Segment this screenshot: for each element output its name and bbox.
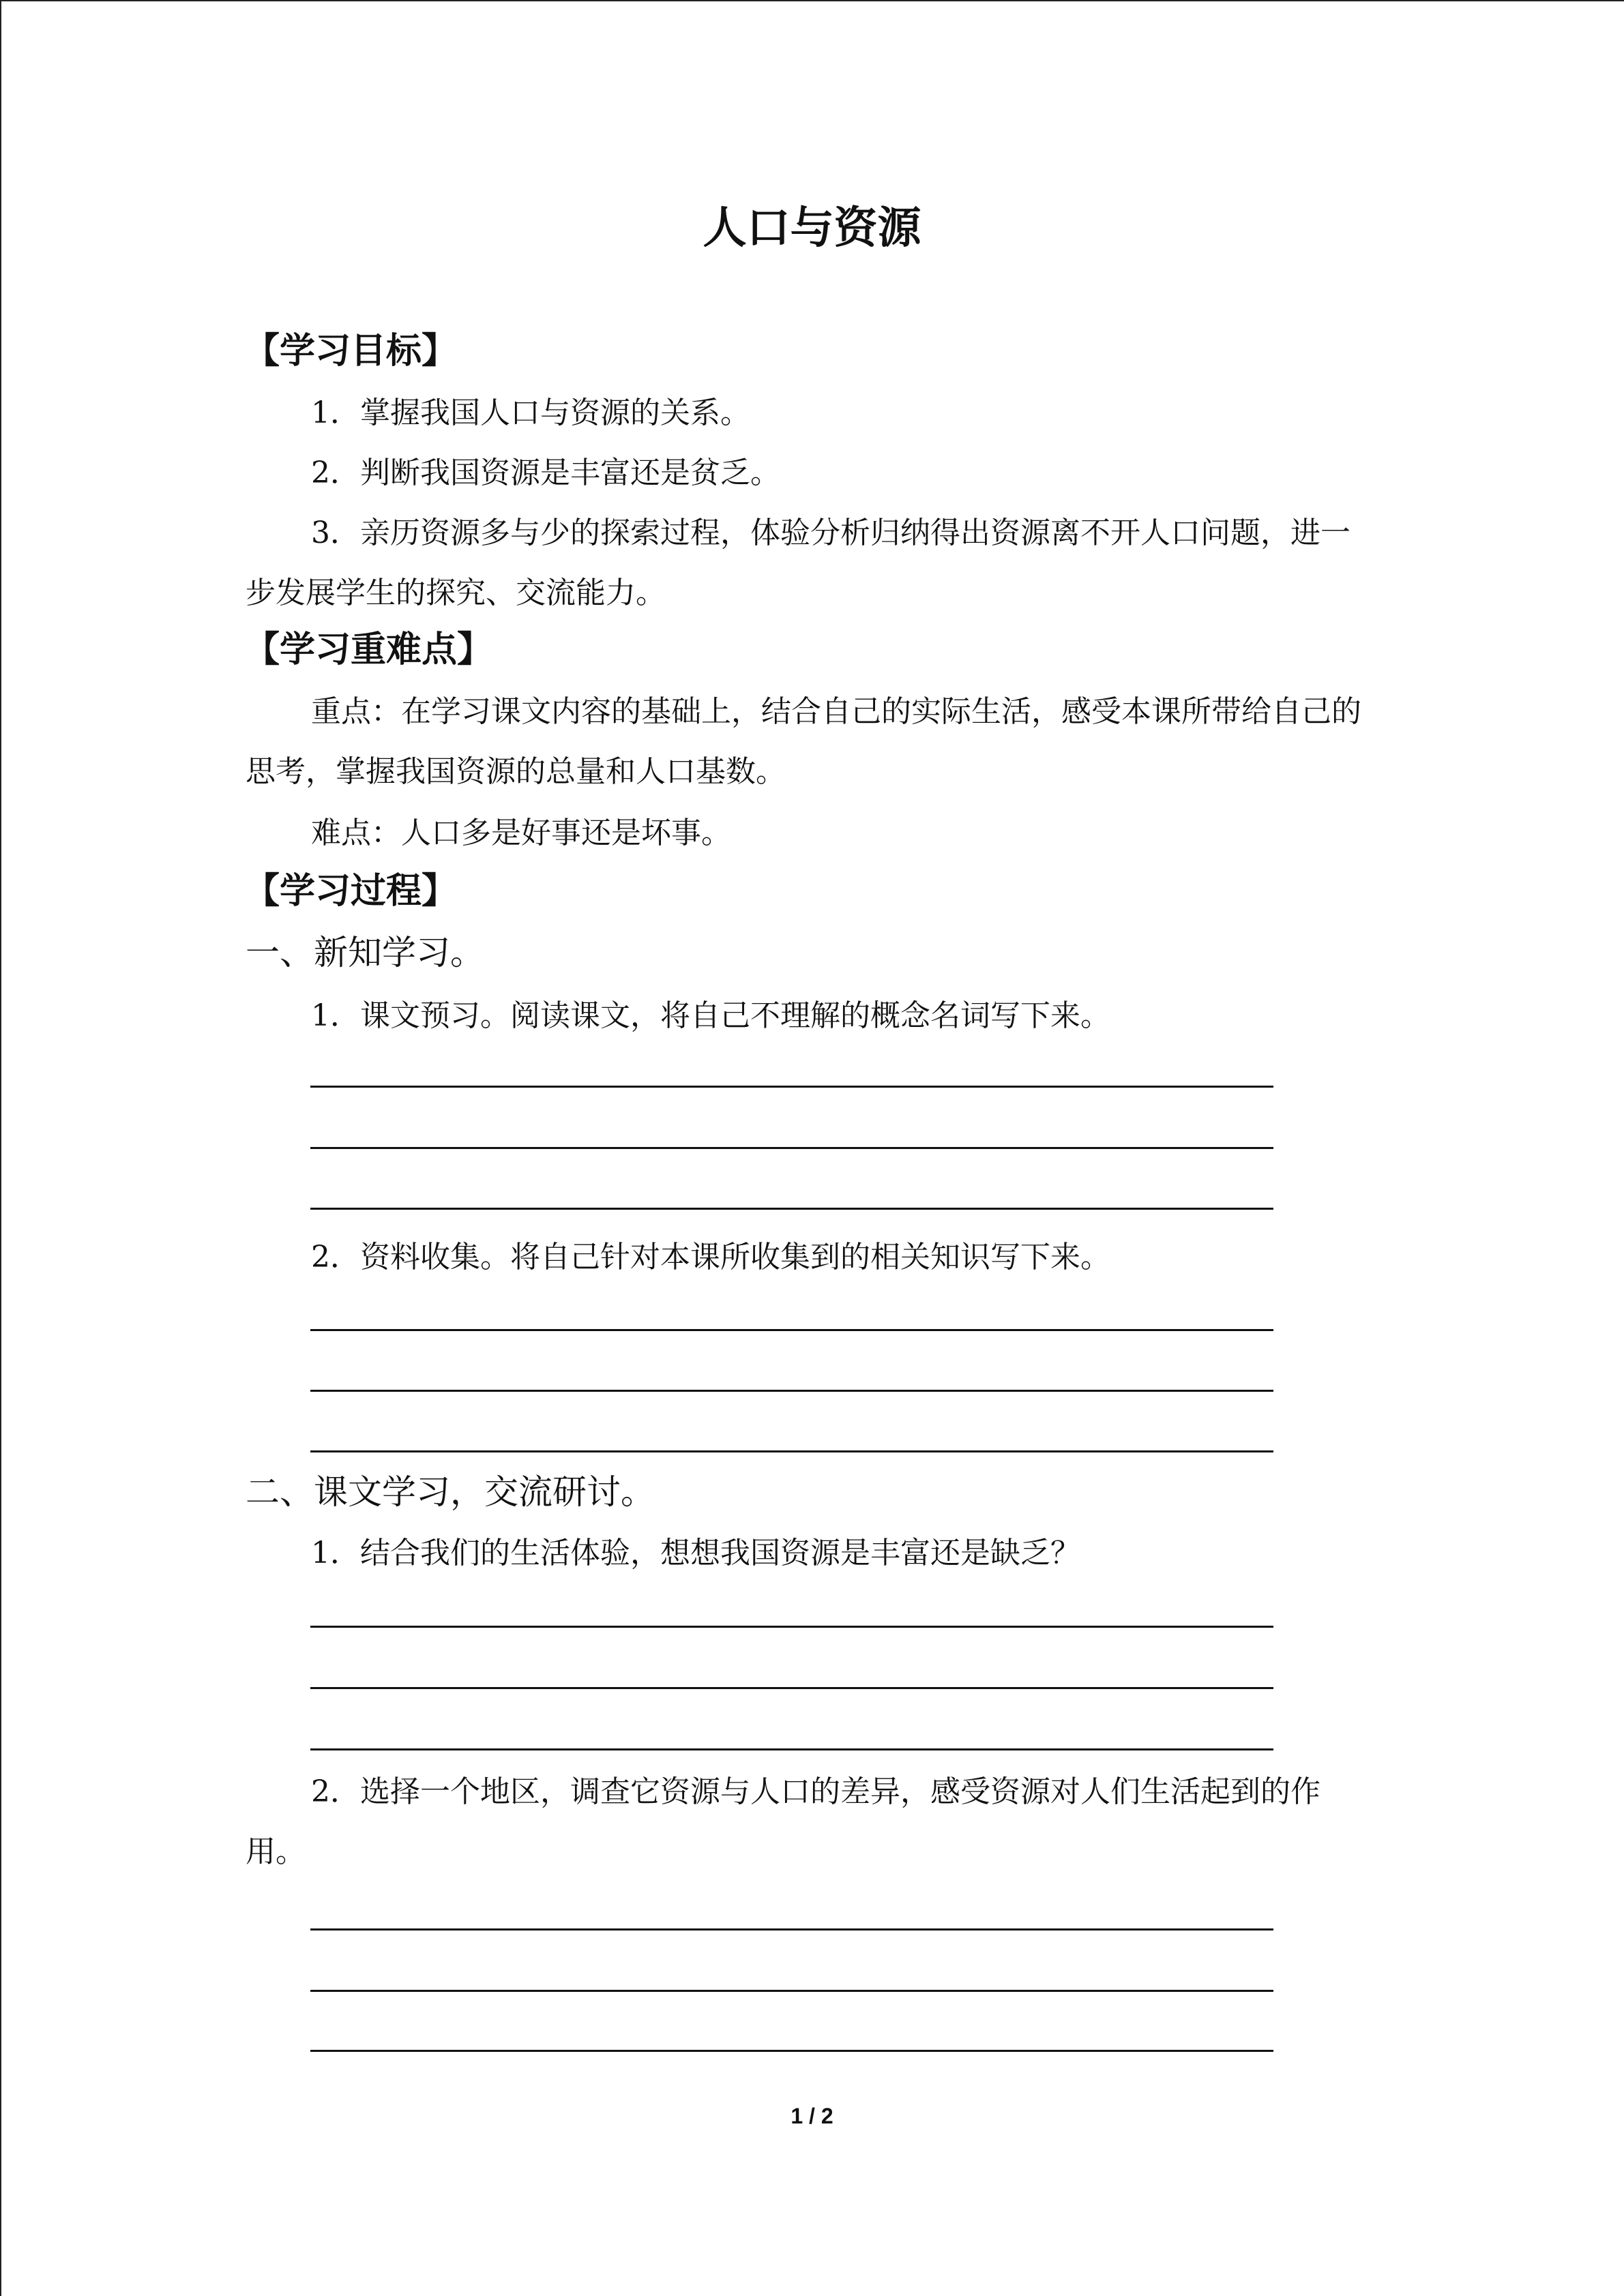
part-one-question-2: 2．资料收集。将自己针对本课所收集到的相关知识写下来。	[311, 1240, 1110, 1274]
answer-line[interactable]	[310, 1390, 1273, 1392]
answer-line[interactable]	[310, 1329, 1273, 1331]
part-two-title: 二、课文学习，交流研讨。	[246, 1472, 655, 1512]
part-one-title: 一、新知学习。	[246, 933, 484, 972]
answer-line[interactable]	[310, 1687, 1273, 1689]
part-two-question-1: 1．结合我们的生活体验，想想我国资源是丰富还是缺乏？	[311, 1536, 1080, 1570]
objective-item-2: 2．判断我国资源是丰富还是贫乏。	[311, 456, 780, 490]
answer-line[interactable]	[310, 1208, 1273, 1210]
answer-line[interactable]	[310, 1086, 1273, 1088]
part-two-question-2: 2．选择一个地区，调查它资源与人口的差异，感受资源对人们生活起到的作用。	[246, 1774, 1320, 1869]
answer-line[interactable]	[310, 1748, 1273, 1750]
objective-item-1: 1．掌握我国人口与资源的关系。	[311, 396, 750, 430]
process-heading: 【学习过程】	[244, 871, 458, 912]
objective-item-3: 3．亲历资源多与少的探索过程，体验分析归纳得出资源离不开人口问题，进一步发展学生的探究、交流能力。	[246, 516, 1350, 610]
key-points-heading: 【学习重难点】	[244, 629, 493, 670]
page-number: 1 / 2	[791, 2104, 833, 2128]
answer-line[interactable]	[310, 1990, 1273, 1992]
answer-line[interactable]	[310, 1147, 1273, 1149]
page-title: 人口与资源	[703, 203, 921, 254]
answer-line[interactable]	[310, 2050, 1273, 2052]
focus-text: 重点：在学习课文内容的基础上，结合自己的实际生活，感受本课所带给自己的思考，掌握我国资源的总量和人口基数。	[246, 694, 1361, 789]
part-one-question-1: 1．课文预习。阅读课文，将自己不理解的概念名词写下来。	[311, 998, 1110, 1033]
answer-line[interactable]	[310, 1928, 1273, 1930]
difficulty-text: 难点：人口多是好事还是坏事。	[311, 816, 731, 850]
answer-line[interactable]	[310, 1626, 1273, 1628]
answer-line[interactable]	[310, 1450, 1273, 1452]
objectives-heading: 【学习目标】	[244, 331, 458, 372]
